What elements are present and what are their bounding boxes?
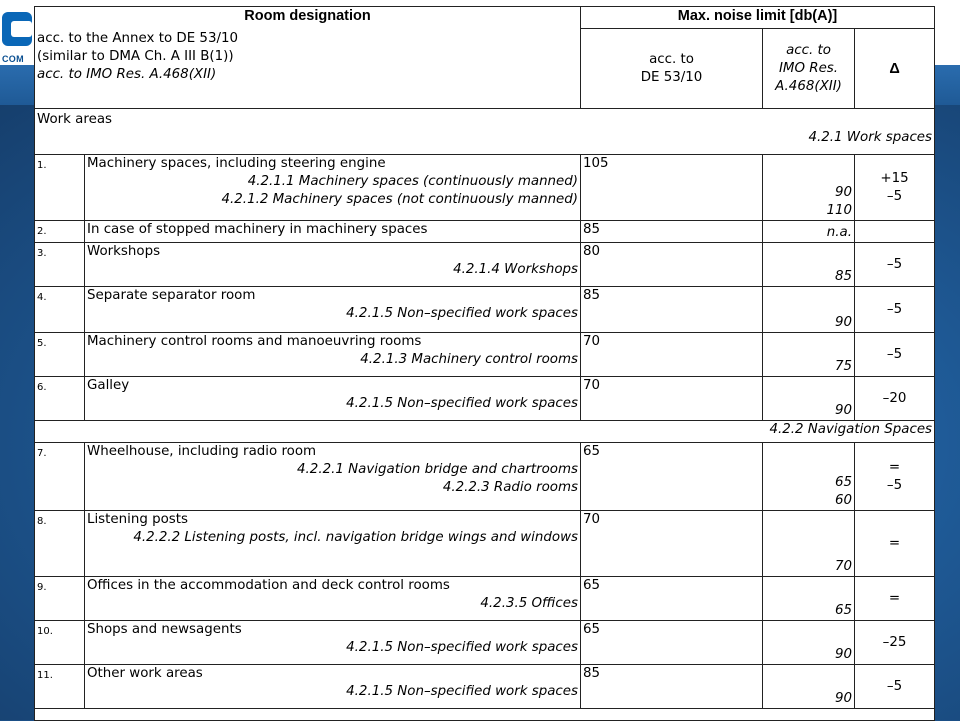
de-limit: 85: [581, 287, 763, 333]
room-name: Separate separator room: [87, 288, 256, 303]
imo-limit: 70: [763, 511, 855, 577]
room-similar-label: (similar to DMA Ch. A III B(1)): [37, 49, 234, 64]
col-imo-header: acc. to IMO Res. A.468(XII): [763, 29, 855, 109]
room-cell: [85, 577, 581, 621]
imo-room-label: 4.2.1.1 Machinery spaces (continuously manned): [247, 174, 579, 189]
cutoff-cell: [35, 709, 935, 721]
imo-room-label: 4.2.1.5 Non–specified work spaces: [346, 396, 579, 411]
imo-limit: n.a.: [763, 221, 855, 243]
imo-room-label: 4.2.1.5 Non–specified work spaces: [346, 684, 579, 699]
room-name: Workshops: [87, 244, 161, 259]
room-cell: [85, 511, 581, 577]
de-limit: 65: [581, 577, 763, 621]
table-row-cutoff: [35, 709, 935, 721]
row-number: 2.: [35, 221, 85, 243]
room-name: Wheelhouse, including radio room: [87, 444, 317, 459]
imo-limit: 90 110: [763, 155, 855, 221]
table-row: [35, 243, 935, 287]
room-annex-label: acc. to the Annex to DE 53/10: [37, 31, 239, 46]
work-areas-label: Work areas: [37, 112, 113, 127]
delta-value: –25: [855, 621, 935, 665]
room-name: Machinery spaces, including steering engine: [87, 156, 386, 171]
delta-value: = –5: [855, 443, 935, 511]
de-limit: 105: [581, 155, 763, 221]
row-number: 10.: [35, 621, 85, 665]
delta-value: –20: [855, 377, 935, 421]
room-name: Other work areas: [87, 666, 203, 681]
delta-value: =: [855, 577, 935, 621]
col-delta-header: Δ: [855, 29, 935, 109]
row-number: 8.: [35, 511, 85, 577]
room-name: Shops and newsagents: [87, 622, 242, 637]
logo-mark-icon: [2, 12, 32, 46]
room-designation-title: Room designation: [244, 8, 371, 24]
de-limit: 70: [581, 333, 763, 377]
imo-limit: 65 60: [763, 443, 855, 511]
table-row: [35, 621, 935, 665]
room-name: In case of stopped machinery in machinery spaces: [87, 222, 428, 237]
de-limit: 80: [581, 243, 763, 287]
row-number: 4.: [35, 287, 85, 333]
row-number: 1.: [35, 155, 85, 221]
imo-limit: 85: [763, 243, 855, 287]
table-row: [35, 511, 935, 577]
delta-value: –5: [855, 287, 935, 333]
row-number: 9.: [35, 577, 85, 621]
room-cell: [85, 221, 581, 243]
imo-limit: 90: [763, 377, 855, 421]
row-number: 3.: [35, 243, 85, 287]
table-row: [35, 577, 935, 621]
room-cell: [85, 377, 581, 421]
de-limit: 70: [581, 511, 763, 577]
imo-room-label: 4.2.1.3 Machinery control rooms: [360, 352, 579, 367]
max-noise-header: Max. noise limit [db(A)]: [581, 7, 935, 29]
imo-room-label: 4.2.2.3 Radio rooms: [442, 480, 579, 495]
room-cell: [85, 243, 581, 287]
room-name: Galley: [87, 378, 130, 393]
imo-limit: 75: [763, 333, 855, 377]
table-row: [35, 377, 935, 421]
imo-room-label: 4.2.1.4 Workshops: [453, 262, 579, 277]
imo-limit: 65: [763, 577, 855, 621]
room-name: Listening posts: [87, 512, 188, 527]
room-cell: [85, 333, 581, 377]
delta-value: [855, 221, 935, 243]
room-cell: [85, 443, 581, 511]
room-name: Offices in the accommodation and deck control rooms: [87, 578, 450, 593]
row-number: 5.: [35, 333, 85, 377]
noise-limit-table: [34, 6, 935, 721]
room-cell: [85, 665, 581, 709]
col-de-header: acc. to DE 53/10: [581, 29, 763, 109]
delta-value: –5: [855, 243, 935, 287]
logo-text: COM: [2, 54, 24, 64]
row-number: 6.: [35, 377, 85, 421]
work-spaces-label: 4.2.1 Work spaces: [808, 130, 933, 145]
row-number: 7.: [35, 443, 85, 511]
table-row: [35, 443, 935, 511]
table-row: [35, 333, 935, 377]
table-row: [35, 665, 935, 709]
delta-value: –5: [855, 333, 935, 377]
imo-limit: 90: [763, 665, 855, 709]
room-imo-label: acc. to IMO Res. A.468(XII): [37, 67, 217, 82]
navigation-section: 4.2.2 Navigation Spaces: [35, 421, 935, 443]
work-areas-section: [35, 109, 935, 155]
room-cell: [85, 155, 581, 221]
row-number: 11.: [35, 665, 85, 709]
de-limit: 65: [581, 621, 763, 665]
imo-room-label: 4.2.2.2 Listening posts, incl. navigation bridge wings and windows: [133, 530, 579, 545]
imo-limit: 90: [763, 287, 855, 333]
imo-room-label: 4.2.3.5 Offices: [480, 596, 579, 611]
company-logo: [0, 6, 36, 66]
room-name: Machinery control rooms and manoeuvring rooms: [87, 334, 422, 349]
de-limit: 65: [581, 443, 763, 511]
delta-value: –5: [855, 665, 935, 709]
de-limit: 85: [581, 665, 763, 709]
table-row: [35, 287, 935, 333]
imo-room-label: 4.2.1.2 Machinery spaces (not continuously manned): [221, 192, 579, 207]
table-row: [35, 221, 935, 243]
imo-limit: 90: [763, 621, 855, 665]
imo-room-label: 4.2.1.5 Non–specified work spaces: [346, 640, 579, 655]
table-row: [35, 155, 935, 221]
room-designation-header: [35, 7, 581, 109]
imo-room-label: 4.2.1.5 Non–specified work spaces: [346, 306, 579, 321]
room-cell: [85, 287, 581, 333]
de-limit: 70: [581, 377, 763, 421]
delta-value: =: [855, 511, 935, 577]
room-cell: [85, 621, 581, 665]
delta-value: +15 –5: [855, 155, 935, 221]
de-limit: 85: [581, 221, 763, 243]
imo-room-label: 4.2.2.1 Navigation bridge and chartrooms: [297, 462, 579, 477]
